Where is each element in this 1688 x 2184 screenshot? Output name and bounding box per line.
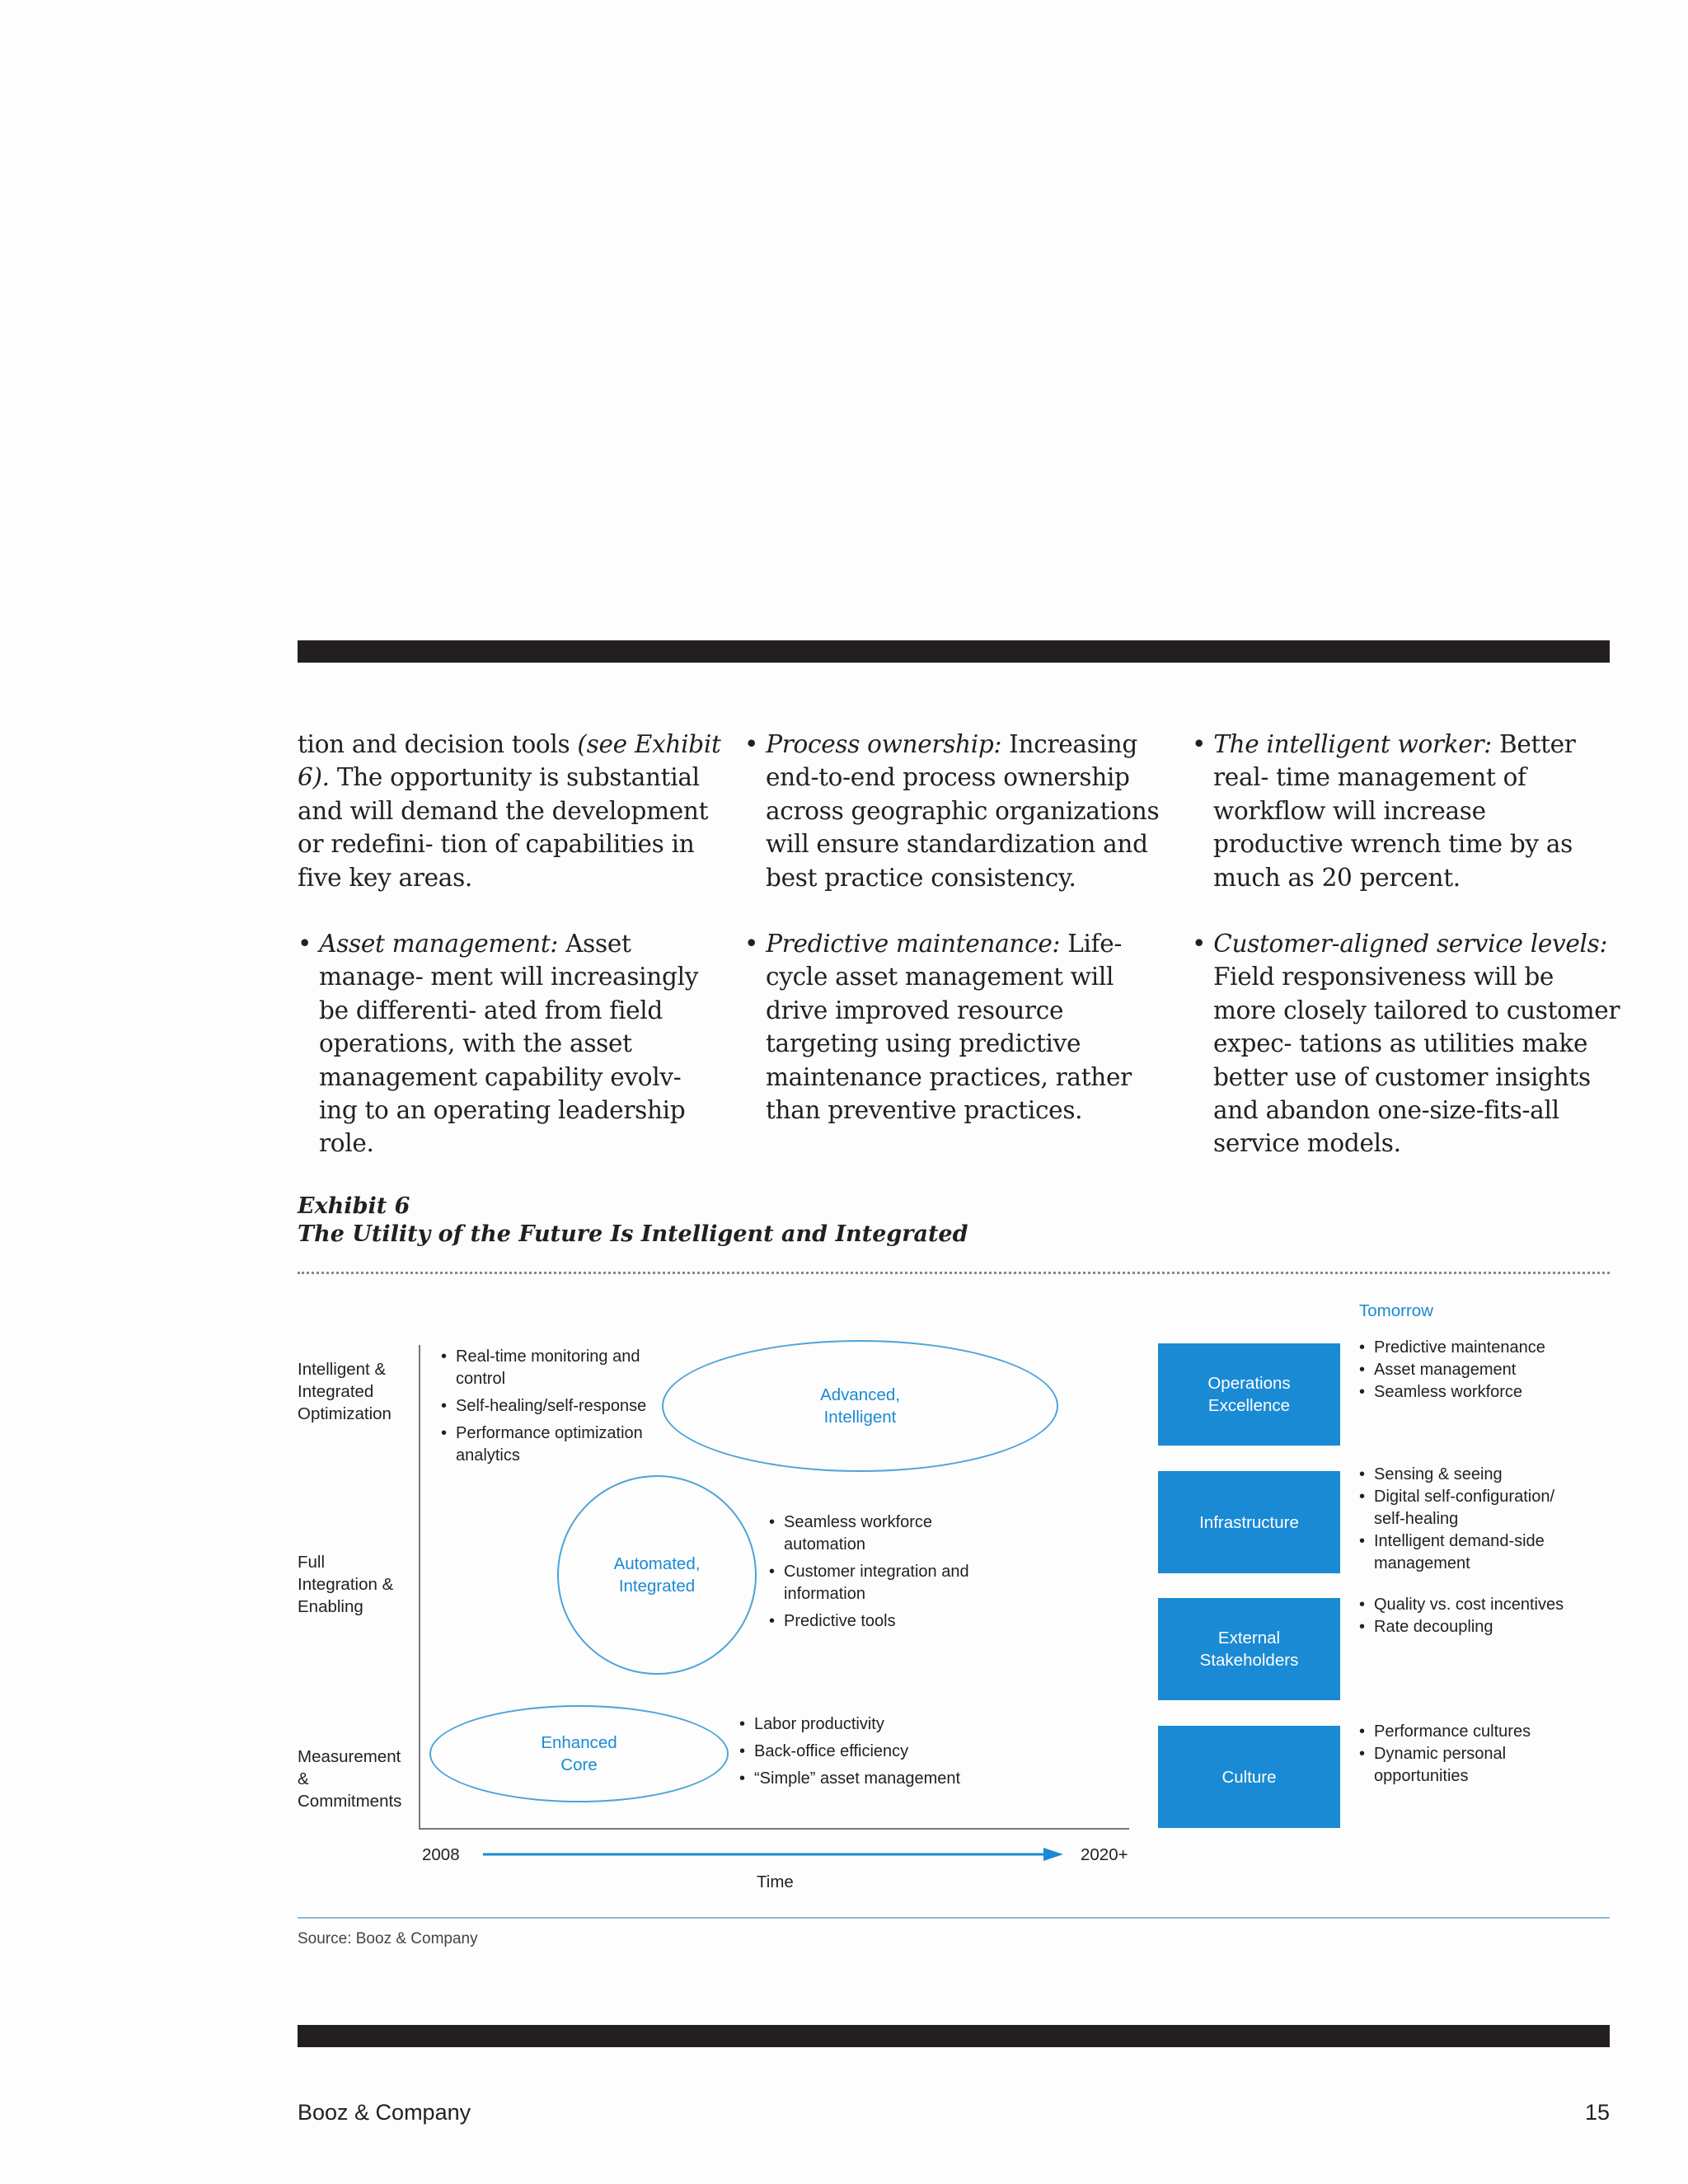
list-item: • Digital self-configuration/ self-healing — [1359, 1486, 1573, 1530]
page-number: 15 — [1584, 2100, 1610, 2125]
y-label-full-integration: Full Integration & Enabling — [298, 1553, 394, 1616]
footer-company: Booz & Company — [298, 2100, 471, 2125]
list-item: • Seamless workforce — [1359, 1381, 1582, 1404]
infrastructure-bullets — [1359, 1464, 1573, 1575]
list-item: • Rate decoupling — [1359, 1616, 1598, 1638]
enhanced-stage-bullets — [739, 1713, 978, 1795]
list-item: • Real-time monitoring and control — [441, 1346, 663, 1390]
list-item: • “Simple” asset management — [739, 1768, 978, 1790]
external-stakeholders-bullets — [1359, 1594, 1598, 1638]
body-column-3 — [1192, 728, 1620, 1193]
time-arrow — [483, 1846, 1063, 1863]
time-end-label: 2020+ — [1081, 1845, 1128, 1864]
list-item: • Back-office efficiency — [739, 1741, 978, 1763]
dimension-box-external-stakeholders: External Stakeholders — [1158, 1598, 1340, 1700]
list-item: • Asset management — [1359, 1359, 1582, 1381]
list-item: • Performance cultures — [1359, 1721, 1573, 1743]
advanced-stage-bullets — [441, 1346, 663, 1472]
stage-automated-integrated — [557, 1475, 757, 1675]
stage-advanced-intelligent — [662, 1340, 1058, 1472]
list-item: • Dynamic personal opportunities — [1359, 1743, 1573, 1788]
dimension-box-culture: Culture — [1158, 1726, 1340, 1828]
y-label-intelligent-optimization: Intelligent & Integrated Optimization — [298, 1360, 392, 1423]
body-column-2 — [744, 728, 1173, 1160]
stage-enhanced-core — [429, 1705, 729, 1802]
exhibit-bottom-rule — [298, 1917, 1610, 1919]
stage-automated-label: Automated, Integrated — [613, 1554, 701, 1596]
list-item: • Seamless workforce automation — [769, 1511, 992, 1556]
top-divider-bar — [298, 640, 1610, 663]
bottom-divider-bar — [298, 2025, 1610, 2047]
list-item: • Intelligent demand-side management — [1359, 1530, 1573, 1575]
dimension-box-operations: Operations Excellence — [1158, 1343, 1340, 1446]
bullet-customer-service-levels: • Customer-aligned service levels: Field responsiveness will be more closely tailored to customer expec- tations as utilities make better use of customer insights and abandon one-size-fits-all service models. — [1192, 930, 1620, 1158]
dimension-box-infrastructure: Infrastructure — [1158, 1471, 1340, 1573]
bullet-predictive-maintenance: • Predictive maintenance: Life- cycle asset management will drive improved resource targeting using predictive maintenance practices, rather than preventive practices. — [744, 930, 1132, 1125]
stage-advanced-label: Advanced, Intelligent — [820, 1385, 900, 1427]
list-item: • Performance optimization analytics — [441, 1422, 663, 1467]
stage-enhanced-label: Enhanced Core — [541, 1733, 617, 1774]
list-item: • Quality vs. cost incentives — [1359, 1594, 1598, 1616]
exhibit-number: Exhibit 6 — [298, 1193, 410, 1219]
tomorrow-label: Tomorrow — [1359, 1301, 1433, 1320]
list-item: • Sensing & seeing — [1359, 1464, 1573, 1486]
body-column-1 — [298, 728, 726, 1193]
x-axis-line — [419, 1828, 1129, 1830]
bullet-intelligent-worker: • The intelligent worker: Better real- time management of workflow will increase productive wrench time by as much as 20 percent. — [1192, 730, 1576, 892]
bullet-process-ownership: • Process ownership: Increasing end-to-end process ownership across geographic organizations will ensure standardization and best practice consistency. — [744, 730, 1160, 892]
list-item: • Predictive tools — [769, 1610, 992, 1633]
intro-paragraph: tion and decision tools (see Exhibit 6). The opportunity is substantial and will demand the development or redefini- tion of capabilities in five key areas. — [298, 730, 721, 892]
list-item: • Customer integration and information — [769, 1561, 992, 1605]
list-item: • Self-healing/self-response — [441, 1395, 663, 1418]
list-item: • Labor productivity — [739, 1713, 978, 1736]
list-item: • Predictive maintenance — [1359, 1337, 1582, 1359]
time-axis-label: Time — [757, 1872, 794, 1891]
y-label-measurement: Measurement & Commitments — [298, 1747, 402, 1811]
time-start-label: 2008 — [422, 1845, 460, 1864]
exhibit-source: Source: Booz & Company — [298, 1930, 478, 1947]
exhibit-dotted-rule — [298, 1272, 1610, 1274]
automated-stage-bullets — [769, 1511, 992, 1638]
exhibit-title: The Utility of the Future Is Intelligent and Integrated — [298, 1221, 968, 1247]
y-axis-line — [419, 1345, 420, 1830]
operations-bullets — [1359, 1337, 1582, 1404]
bullet-asset-management: • Asset management: Asset manage- ment will increasingly be differenti- ated from field operations, with the asset management capability evolv- ing to an operating leadership role. — [298, 930, 699, 1158]
culture-bullets — [1359, 1721, 1573, 1788]
